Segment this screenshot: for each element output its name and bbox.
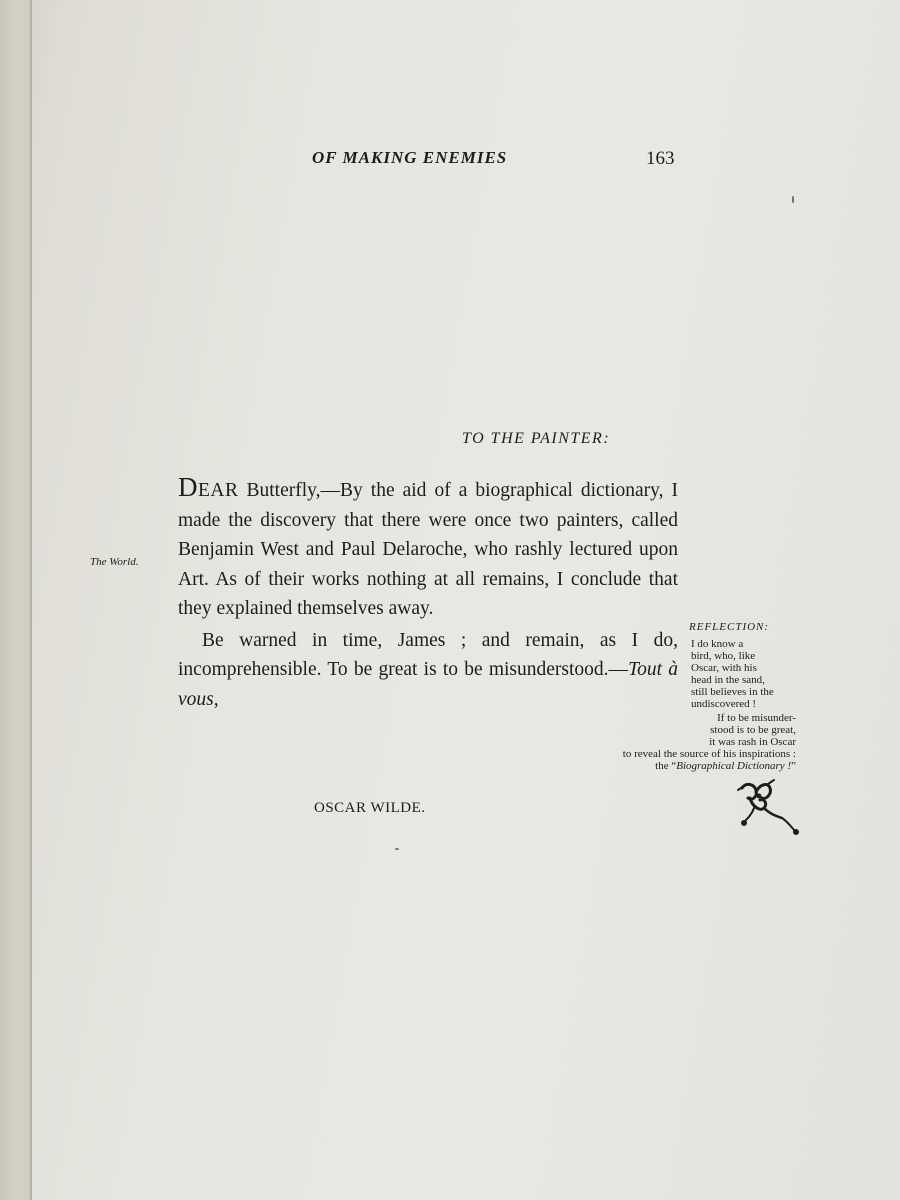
- reflection-line-last: [623, 760, 796, 772]
- letter-body: [178, 472, 678, 714]
- letter-closing: Tout à vous,: [178, 659, 678, 710]
- paper-speck: [395, 848, 399, 850]
- reflection-line: to reveal the source of his inspirations :: [622, 748, 796, 760]
- reflection-line: stood is to be great,: [710, 724, 796, 736]
- reflection-note-2: [623, 712, 796, 772]
- reflection-line: still believes in the: [691, 686, 774, 698]
- paragraph-2-text: Be warned in time, James ; and remain, as I do, incomprehensible. To be great is to be misunderstood.—: [178, 629, 678, 680]
- reflection-line: Oscar, with his: [691, 662, 757, 674]
- letter-paragraph-2: [178, 626, 678, 715]
- running-head: OF MAKING ENEMIES: [312, 148, 508, 167]
- letter-salutation: TO THE PAINTER:: [462, 430, 611, 447]
- drop-cap: D: [178, 472, 198, 502]
- letter-paragraph-1: [178, 472, 678, 624]
- reflection-line: head in the sand,: [691, 674, 765, 686]
- butterfly-monogram-icon: [734, 778, 800, 838]
- side-source-note: The World.: [90, 556, 139, 568]
- reflection-line: bird, who, like: [691, 650, 756, 662]
- reflection-heading: REFLECTION:: [689, 621, 770, 633]
- reflection-quote-open: the “: [655, 760, 677, 772]
- paragraph-1-text: Butterfly,—By the aid of a biographical dictionary, I made the discovery that there were once two painters, called Benjamin West and Paul Delaroche, who rashly lectured upon Art. As of their works nothing at all remains, I conclude that they explained themselves away.: [178, 480, 678, 619]
- page-number: 163: [646, 148, 675, 169]
- reflection-line: it was rash in Oscar: [709, 736, 796, 748]
- reflection-quote-close: ”: [791, 760, 796, 772]
- page-gutter: [0, 0, 30, 1200]
- drop-cap-word: [178, 472, 239, 502]
- drop-cap-rest: EAR: [198, 480, 239, 501]
- reflection-note-1: [691, 638, 799, 710]
- gutter-line: [30, 0, 32, 1200]
- paper-speck: [792, 196, 794, 203]
- reflection-line: I do know a: [691, 638, 744, 650]
- reflection-book-title: Biographical Dictionary !: [676, 760, 792, 772]
- reflection-line: If to be misunder-: [717, 712, 796, 724]
- signature-oscar-wilde: OSCAR WILDE.: [314, 800, 426, 816]
- reflection-line: undiscovered !: [691, 698, 757, 710]
